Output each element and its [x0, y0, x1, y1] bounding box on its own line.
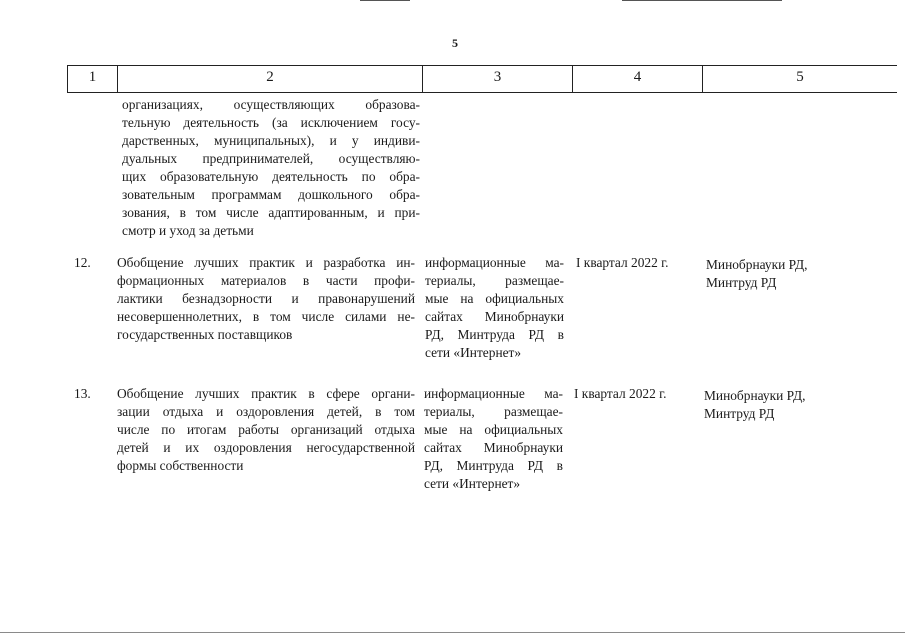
header-col-4: 4	[572, 66, 702, 92]
result-line: мые на официальных	[425, 291, 564, 306]
scan-artifact-top-left	[360, 0, 410, 1]
scan-artifact-bottom	[0, 632, 905, 633]
row-description	[117, 254, 415, 344]
result-line: РД, Минтруда РД в	[424, 458, 563, 473]
result-line: информационные ма-	[424, 386, 563, 401]
row-deadline: I квартал 2022 г.	[576, 255, 669, 270]
result-line: сети «Интернет»	[424, 476, 521, 491]
row-responsible-line: Минтруд РД	[706, 275, 777, 290]
continuation-text	[122, 96, 420, 240]
header-col-1: 1	[67, 66, 117, 92]
result-line: сайтах Минобрнауки	[424, 440, 563, 455]
description-line: несовершеннолетних, в том числе силами не-	[117, 309, 415, 324]
row-description	[117, 385, 415, 475]
description-line: формационных материалов в части профи-	[117, 273, 415, 288]
result-line: информационные ма-	[425, 255, 564, 270]
result-line: мые на официальных	[424, 422, 563, 437]
result-line: териалы, размещае-	[424, 404, 563, 419]
continuation-line: зовательным программам дошкольного обра-	[122, 187, 420, 202]
description-line: числе по итогам работы организаций отдыха	[117, 422, 415, 437]
continuation-line: щих образовательную деятельность по обра-	[122, 169, 420, 184]
description-line: формы собственности	[117, 458, 244, 473]
result-line: РД, Минтруда РД в	[425, 327, 564, 342]
description-line: государственных поставщиков	[117, 327, 293, 342]
page-number: 5	[452, 36, 458, 50]
row-responsible-line: Минтруд РД	[704, 406, 775, 421]
continuation-line: зования, в том числе адаптированным, и при-	[122, 205, 420, 220]
header-col-3: 3	[422, 66, 572, 92]
row-number: 12.	[74, 255, 91, 270]
continuation-line: организациях, осуществляющих образова-	[122, 97, 420, 112]
header-col-2: 2	[117, 66, 422, 92]
table-header-row	[67, 65, 897, 93]
row-number: 13.	[74, 386, 91, 401]
continuation-line: смотр и уход за детьми	[122, 223, 254, 238]
continuation-line: дуальных предпринимателей, осуществляю-	[122, 151, 420, 166]
row-responsible-line: Минобрнауки РД,	[704, 388, 806, 403]
row-deadline: I квартал 2022 г.	[574, 386, 667, 401]
result-line: сети «Интернет»	[425, 345, 522, 360]
scan-artifact-top-right	[622, 0, 782, 1]
description-line: Обобщение лучших практик и разработка ин-	[117, 255, 415, 270]
result-line: териалы, размещае-	[425, 273, 564, 288]
description-line: лактики безнадзорности и правонарушений	[117, 291, 415, 306]
description-line: Обобщение лучших практик в сфере органи-	[117, 386, 415, 401]
result-line: сайтах Минобрнауки	[425, 309, 564, 324]
description-line: детей и их оздоровления негосударственной	[117, 440, 415, 455]
continuation-line: тельную деятельность (за исключением госу-	[122, 115, 420, 130]
row-result	[424, 385, 563, 493]
continuation-line: дарственных, муниципальных), и у индиви-	[122, 133, 420, 148]
row-responsible-line: Минобрнауки РД,	[706, 257, 808, 272]
description-line: зации отдыха и оздоровления детей, в том	[117, 404, 415, 419]
header-col-5: 5	[702, 66, 897, 92]
row-result	[425, 254, 564, 362]
